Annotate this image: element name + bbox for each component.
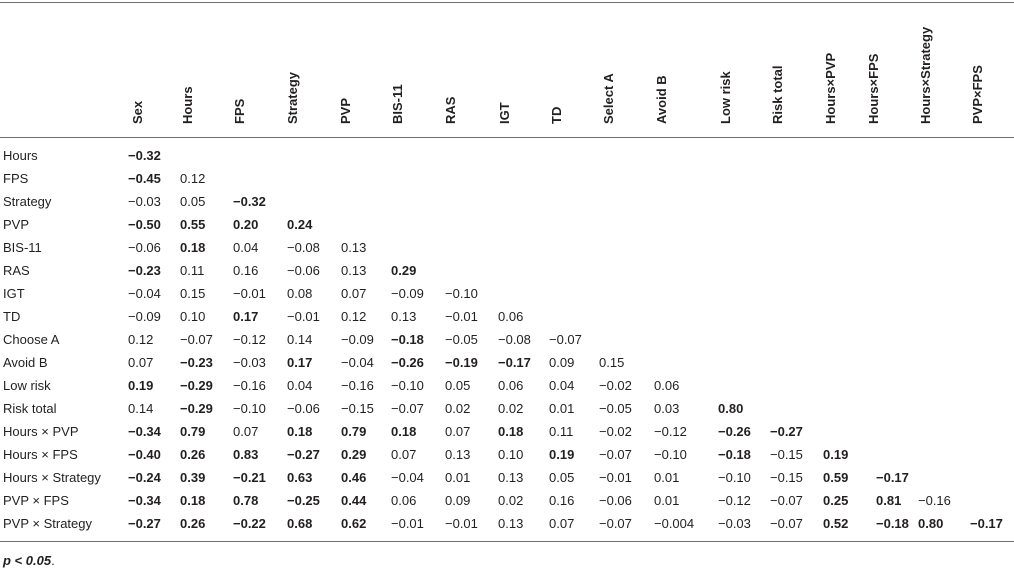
table-cell: 0.11 [549,424,574,439]
table-cell: −0.04 [341,355,374,370]
table-cell: 0.13 [498,516,524,531]
table-cell: −0.32 [128,148,161,163]
table-cell: 0.79 [180,424,206,439]
table-cell: 0.04 [233,240,259,255]
table-cell: −0.22 [233,516,266,531]
table-cell: −0.27 [287,447,320,462]
table-cell: −0.25 [287,493,320,508]
table-cell: 0.26 [180,516,206,531]
table-top-rule [0,2,1014,3]
table-cell: −0.05 [445,332,478,347]
table-cell: −0.18 [718,447,751,462]
table-cell: −0.16 [918,493,951,508]
table-cell: −0.06 [128,240,161,255]
table-cell: 0.01 [654,470,680,485]
column-header: PVP [338,97,353,124]
column-header: Hours×FPS [866,53,881,124]
table-cell: 0.18 [180,240,206,255]
table-cell: 0.55 [180,217,206,232]
table-cell: −0.06 [287,263,320,278]
table-cell: 0.19 [549,447,575,462]
table-cell: 0.16 [233,263,259,278]
footnote-period: . [51,553,55,568]
table-cell: 0.06 [391,493,417,508]
table-cell: −0.10 [654,447,687,462]
column-header: Risk total [770,65,785,124]
column-header: IGT [497,102,512,124]
row-label: Low risk [3,378,51,393]
table-cell: 0.16 [549,493,575,508]
table-cell: 0.79 [341,424,367,439]
row-label: BIS-11 [3,240,42,255]
table-cell: 0.10 [498,447,524,462]
table-cell: 0.05 [549,470,575,485]
table-cell: 0.18 [287,424,313,439]
table-cell: −0.15 [770,447,803,462]
table-cell: 0.46 [341,470,367,485]
table-cell: 0.83 [233,447,259,462]
table-cell: 0.68 [287,516,313,531]
table-cell: −0.07 [549,332,582,347]
table-cell: 0.08 [287,286,313,301]
table-cell: −0.10 [718,470,751,485]
footnote-significance: p < 0.05 [3,553,52,568]
table-cell: 0.15 [599,355,625,370]
table-cell: −0.02 [599,424,632,439]
table-cell: −0.07 [391,401,424,416]
row-label: Hours × PVP [3,424,79,439]
column-header: FPS [232,98,247,124]
row-label: Hours × Strategy [3,470,101,485]
table-cell: −0.10 [445,286,478,301]
column-header: BIS-11 [390,84,405,124]
table-cell: 0.63 [287,470,313,485]
table-cell: 0.07 [341,286,367,301]
table-cell: −0.12 [233,332,266,347]
table-cell: 0.12 [180,171,206,186]
table-bottom-rule [0,541,1014,542]
table-cell: −0.34 [128,424,161,439]
table-cell: 0.18 [391,424,417,439]
table-cell: 0.24 [287,217,313,232]
table-cell: 0.44 [341,493,367,508]
table-cell: 0.14 [287,332,313,347]
table-cell: −0.29 [180,401,213,416]
table-cell: 0.07 [549,516,575,531]
table-cell: 0.04 [549,378,575,393]
table-cell: −0.17 [498,355,531,370]
table-cell: −0.29 [180,378,213,393]
table-cell: −0.23 [180,355,213,370]
row-label: TD [3,309,21,324]
table-cell: −0.19 [445,355,478,370]
column-header: Hours×PVP [823,52,838,124]
table-cell: −0.09 [128,309,161,324]
table-cell: 0.06 [498,309,524,324]
table-cell: −0.07 [770,493,803,508]
table-cell: −0.03 [718,516,751,531]
table-cell: −0.27 [128,516,161,531]
row-label: Risk total [3,401,57,416]
column-header: RAS [443,96,458,124]
table-cell: 0.13 [498,470,524,485]
table-cell: −0.08 [498,332,531,347]
table-cell: −0.15 [341,401,374,416]
table-cell: 0.07 [233,424,259,439]
table-cell: 0.07 [128,355,154,370]
table-cell: 0.18 [180,493,206,508]
table-cell: 0.59 [823,470,849,485]
table-cell: −0.12 [718,493,751,508]
table-cell: 0.17 [287,355,313,370]
table-cell: −0.10 [233,401,266,416]
row-label: FPS [3,171,29,186]
table-cell: −0.15 [770,470,803,485]
table-cell: −0.03 [233,355,266,370]
table-cell: −0.01 [599,470,632,485]
table-cell: 0.29 [341,447,367,462]
table-cell: 0.01 [445,470,471,485]
table-cell: 0.19 [823,447,849,462]
table-cell: −0.04 [128,286,161,301]
row-label: PVP [3,217,30,232]
table-cell: −0.01 [287,309,320,324]
table-cell: −0.01 [445,309,478,324]
table-cell: 0.62 [341,516,367,531]
table-cell: 0.03 [654,401,680,416]
table-cell: 0.02 [498,493,524,508]
table-cell: −0.01 [391,516,424,531]
footnote [3,553,55,568]
table-cell: −0.02 [599,378,632,393]
table-cell: −0.21 [233,470,266,485]
column-header: Hours×Strategy [918,26,933,124]
table-cell: 0.13 [445,447,471,462]
table-cell: −0.27 [770,424,803,439]
table-cell: −0.07 [770,516,803,531]
table-cell: 0.07 [391,447,417,462]
table-cell: 0.01 [654,493,680,508]
column-header: PVP×FPS [970,65,985,124]
table-cell: −0.23 [128,263,161,278]
table-cell: 0.02 [498,401,524,416]
table-cell: 0.13 [391,309,417,324]
table-cell: 0.17 [233,309,259,324]
row-label: Choose A [3,332,60,347]
table-cell: 0.26 [180,447,206,462]
table-cell: −0.34 [128,493,161,508]
table-cell: 0.13 [341,240,367,255]
header-rule [0,137,1014,138]
table-cell: −0.17 [970,516,1003,531]
row-label: RAS [3,263,30,278]
table-cell: −0.40 [128,447,161,462]
column-header: Low risk [718,71,733,124]
table-cell: 0.29 [391,263,417,278]
table-cell: −0.09 [341,332,374,347]
table-cell: 0.25 [823,493,849,508]
table-cell: −0.16 [341,378,374,393]
column-header: Avoid B [654,75,669,124]
table-cell: 0.80 [918,516,944,531]
table-cell: 0.05 [180,194,206,209]
table-cell: −0.26 [718,424,751,439]
table-cell: 0.13 [341,263,367,278]
table-cell: 0.04 [287,378,313,393]
table-cell: 0.07 [445,424,471,439]
table-cell: 0.12 [341,309,367,324]
table-cell: −0.26 [391,355,424,370]
row-label: Avoid B [3,355,48,370]
table-cell: −0.10 [391,378,424,393]
table-cell: −0.06 [599,493,632,508]
table-cell: 0.02 [445,401,471,416]
column-header: Strategy [285,71,300,124]
table-cell: −0.07 [599,516,632,531]
column-header: TD [549,106,564,124]
table-cell: −0.12 [654,424,687,439]
row-label: IGT [3,286,25,301]
table-cell: 0.06 [498,378,524,393]
table-cell: −0.01 [445,516,478,531]
row-label: PVP × Strategy [3,516,93,531]
table-cell: −0.03 [128,194,161,209]
table-cell: −0.17 [876,470,909,485]
table-cell: 0.15 [180,286,206,301]
table-cell: −0.09 [391,286,424,301]
table-cell: −0.16 [233,378,266,393]
table-cell: 0.09 [445,493,471,508]
column-header: Hours [180,86,195,124]
row-label: PVP × FPS [3,493,69,508]
table-cell: −0.06 [287,401,320,416]
table-cell: 0.05 [445,378,471,393]
table-cell: 0.78 [233,493,259,508]
table-cell: −0.07 [180,332,213,347]
table-cell: 0.18 [498,424,524,439]
table-cell: 0.20 [233,217,259,232]
table-cell: 0.11 [180,263,205,278]
table-cell: 0.09 [549,355,575,370]
table-cell: −0.05 [599,401,632,416]
table-cell: 0.19 [128,378,154,393]
row-label: Strategy [3,194,52,209]
table-cell: −0.08 [287,240,320,255]
table-cell: 0.81 [876,493,902,508]
table-cell: −0.01 [233,286,266,301]
row-label: Hours [3,148,38,163]
table-cell: −0.24 [128,470,161,485]
table-cell: −0.50 [128,217,161,232]
table-cell: 0.52 [823,516,849,531]
table-cell: −0.32 [233,194,266,209]
table-cell: −0.45 [128,171,161,186]
table-cell: −0.07 [599,447,632,462]
column-header: Select A [601,73,616,124]
table-cell: 0.39 [180,470,206,485]
table-cell: −0.18 [391,332,424,347]
row-label: Hours × FPS [3,447,78,462]
table-cell: −0.18 [876,516,909,531]
table-cell: 0.06 [654,378,680,393]
table-cell: −0.004 [654,516,695,531]
table-cell: 0.10 [180,309,206,324]
table-cell: 0.14 [128,401,154,416]
table-cell: 0.12 [128,332,154,347]
table-cell: −0.04 [391,470,424,485]
column-header: Sex [130,100,145,124]
table-cell: 0.01 [549,401,575,416]
table-cell: 0.80 [718,401,744,416]
